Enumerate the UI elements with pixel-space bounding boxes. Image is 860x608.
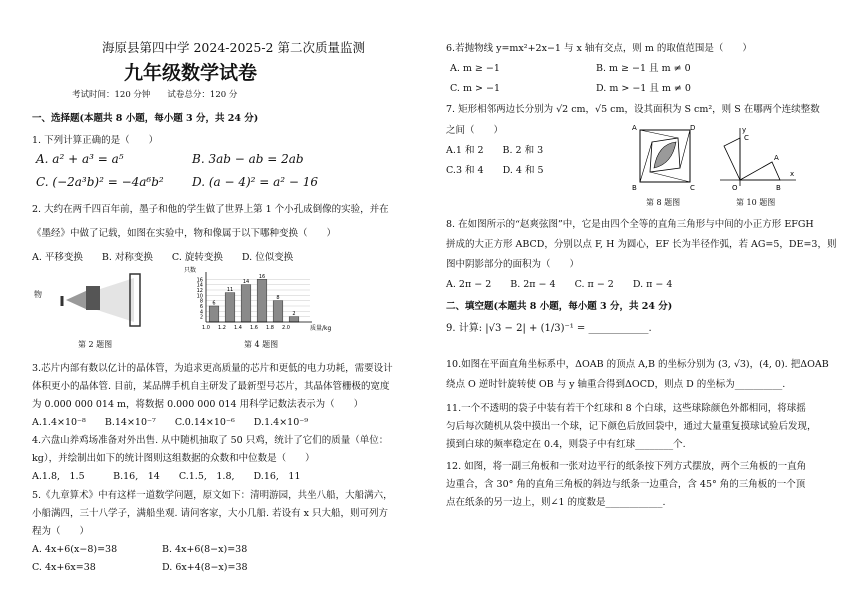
- y-tick-label: 16: [196, 277, 203, 284]
- y-tick-label: 10: [196, 293, 203, 300]
- label-a10: A: [774, 154, 779, 162]
- q2-options: A. 平移变换 B. 对称变换 C. 旋转变换 D. 位似变换: [32, 252, 294, 263]
- bar-value-label: 8: [276, 295, 280, 302]
- label-b10: B: [776, 184, 781, 192]
- x-tick-label: 1.0: [202, 325, 210, 331]
- q1-option-d: D. (a − 4)² = a² − 16: [192, 175, 319, 189]
- bar-value-label: 6: [212, 300, 216, 307]
- label-b: B: [632, 184, 637, 192]
- section-2-heading: 二、填空题(本题共 8 小题，每小题 3 分，共 24 分): [446, 301, 673, 312]
- q8-line-2: 拼成的大正方形 ABCD，分别以点 F, H 为圆心，EF 长为半径作弧，若 AG=5，DE=3，则: [446, 239, 837, 250]
- seg-1: [640, 130, 678, 138]
- y-tick-label: 6: [199, 304, 203, 310]
- q1-stem: 1. 下列计算正确的是（ ）: [32, 135, 159, 146]
- q5-option-a: A. 4x+6(x−8)=38: [32, 544, 118, 555]
- x-tick-label: 1.6: [250, 325, 258, 331]
- fig2-caption: 第 2 题图: [78, 340, 113, 349]
- bar: [225, 293, 235, 322]
- label-c10: C: [744, 134, 749, 142]
- q7-options-1: A.1 和 2 B. 2 和 3: [446, 145, 544, 156]
- x-tick-label: 1.2: [218, 325, 226, 331]
- bar-value-label: 11: [226, 287, 234, 294]
- bar-value-label: 2: [292, 311, 296, 318]
- triangle-oab: [740, 162, 780, 180]
- seg-3: [650, 172, 690, 182]
- q3-options: A.1.4×10⁻⁸ B.14×10⁻⁷ C.0.14×10⁻⁶ D.1.4×10⁻⁹: [32, 417, 309, 428]
- y-tick-label: 12: [196, 288, 203, 294]
- q2-line-2: 《墨经》中做了记载，如图在实验中，物和像属于以下哪种变换（ ）: [32, 228, 337, 239]
- q5-line-2: 小船满四，三十八学子，满船坐观. 请问客家，大小几船. 若设有 x 只大船，则可列方: [32, 508, 388, 519]
- x-tick-label: 1.8: [266, 325, 274, 331]
- q12-line-1: 12. 如图，将一副三角板和一张对边平行的纸条按下列方式摆放，两个三角板的一直角: [446, 461, 807, 472]
- q4-options: A.1.8, 1.5 B.16, 14 C.1.5, 1.8, D.16, 11: [32, 471, 301, 482]
- q1-option-c: C. (−2a³b)² = −4a⁶b²: [36, 175, 164, 189]
- x-tick-label: 1.4: [234, 325, 242, 331]
- shaded-region: [654, 142, 676, 168]
- q10-line-1: 10.如图在平面直角坐标系中，ΔOAB 的顶点 A,B 的坐标分别为 (3, √3)，(4, 0). 把ΔOAB: [446, 359, 829, 370]
- q5-option-d: D. 6x+4(8−x)=38: [162, 562, 248, 573]
- bar-value-label: 14: [242, 279, 250, 286]
- q4-line-2: kg），并绘制出如下的统计图则这组数据的众数和中位数是（ ）: [32, 453, 315, 464]
- y-tick-label: 4: [199, 309, 203, 316]
- q2-line-1: 2. 大约在两千四百年前，墨子和他的学生做了世界上第 1 个小孔成倒像的实验，并在: [32, 204, 389, 215]
- object-label: 物: [34, 290, 42, 299]
- q8-line-1: 8. 在如图所示的“赵爽弦图”中，它是由四个全等的直角三角形与中间的小正方形 EFGH: [446, 219, 814, 230]
- q5-option-b: B. 4x+6(8−x)=38: [162, 544, 248, 555]
- coordinate-figure: [716, 124, 798, 196]
- q12-line-3: 点在纸条的另一边上，则∠1 的度数是____________.: [446, 497, 666, 508]
- seg-4: [640, 142, 652, 182]
- bar-value-label: 16: [258, 273, 266, 280]
- q7-line-2: 之间（ ）: [446, 125, 504, 136]
- pinhole-box: [86, 286, 100, 310]
- page-title: 九年级数学试卷: [124, 62, 258, 84]
- q5-line-3: 程为（ ）: [32, 526, 90, 537]
- exam-info: 考试时间：120 分钟 试卷总分：120 分: [72, 90, 238, 100]
- q3-line-3: 为 0.000 000 014 m，将数据 0.000 000 014 用科学记数法表示为（ ）: [32, 399, 364, 410]
- q6-option-d: D. m > −1 且 m ≠ 0: [596, 83, 691, 94]
- chart-bars: [209, 274, 299, 322]
- bar: [209, 306, 219, 322]
- q8-line-3: 图中阴影部分的面积为（ ）: [446, 259, 580, 270]
- chart-x-label: 质量/kg: [310, 325, 332, 332]
- label-y: y: [742, 126, 747, 134]
- q6-option-b: B. m ≥ −1 且 m ≠ 0: [596, 63, 691, 74]
- bar: [273, 301, 283, 322]
- label-o: O: [732, 184, 738, 192]
- q6-option-a: A. m ≥ −1: [450, 63, 500, 74]
- fig8-caption: 第 8 题图: [646, 198, 681, 207]
- q1-option-b: B. 3ab − ab = 2ab: [192, 152, 304, 166]
- bar: [289, 317, 299, 322]
- q1-option-a: A. a² + a³ = a⁵: [36, 152, 124, 166]
- label-a: A: [632, 124, 637, 132]
- fig10-caption: 第 10 题图: [736, 198, 776, 207]
- q11-line-2: 匀后每次随机从袋中摸出一个球，记下颜色后放回袋中，通过大量重复摸球试验后发现，: [446, 421, 817, 432]
- q5-option-c: C. 4x+6x=38: [32, 562, 96, 573]
- bar: [241, 285, 251, 322]
- y-tick-label: 2: [199, 314, 203, 321]
- mass-bar-chart: [182, 266, 332, 336]
- q6-stem: 6.若抛物线 y=mx²+2x−1 与 x 轴有交点，则 m 的取值范围是（ ）: [446, 43, 752, 54]
- label-x: x: [790, 170, 795, 178]
- q9-text: 9. 计算: |√3 − 2| + (1/3)⁻¹ = ____________.: [446, 323, 652, 334]
- q11-line-1: 11.一个不透明的袋子中装有若干个红球和 8 个白球，这些球除颜色外都相同，将球摇: [446, 403, 806, 414]
- triangle-ocd: [724, 138, 740, 180]
- q10-line-2: 绕点 O 逆时针旋转使 OB 与 y 轴重合得到ΔOCD，则点 D 的坐标为__________.: [446, 379, 786, 390]
- q7-options-2: C.3 和 4 D. 4 和 5: [446, 165, 544, 176]
- x-tick-label: 2.0: [282, 325, 290, 331]
- fig4-caption: 第 4 题图: [244, 340, 279, 349]
- seg-2: [680, 130, 690, 168]
- q11-line-3: 摸到白球的频率稳定在 0.4，则袋子中有红球________个.: [446, 439, 686, 450]
- q12-line-2: 边重合，含 30° 角的直角三角板的斜边与纸条一边重合，含 45° 角的三角板的一个顶: [446, 479, 806, 490]
- q3-line-2: 体积更小的晶体管. 目前，某品牌手机自主研发了最新型号芯片，其晶体管栅极的宽度: [32, 381, 390, 392]
- label-d: D: [690, 124, 696, 132]
- zhao-shuang-figure: [632, 124, 698, 196]
- y-tick-label: 8: [199, 298, 203, 305]
- q4-line-1: 4.六盘山养鸡场准备对外出售. 从中随机抽取了 50 只鸡，统计了它们的质量（单位：: [32, 435, 389, 446]
- q3-line-1: 3.芯片内部有数以亿计的晶体管，为追求更高质量的芯片和更低的电力功耗，需要设计: [32, 363, 393, 374]
- q7-line-1: 7. 矩形相邻两边长分别为 √2 cm，√5 cm，设其面积为 S cm²，则 S 在哪两个连续整数: [446, 104, 820, 115]
- q8-options: A. 2π − 2 B. 2π − 4 C. π − 2 D. π − 4: [446, 279, 673, 290]
- q5-line-1: 5.《九章算术》中有这样一道数学问题，原文如下：清明游园，共坐八船，大船满六，: [32, 490, 393, 501]
- bar: [257, 279, 267, 322]
- school-line: 海原县第四中学 2024-2025-2 第二次质量监测: [102, 40, 365, 55]
- q6-option-c: C. m > −1: [450, 83, 500, 94]
- section-1-heading: 一、选择题(本题共 8 小题，每小题 3 分，共 24 分): [32, 113, 259, 124]
- pinhole-figure: [38, 270, 158, 330]
- y-tick-label: 14: [196, 282, 203, 289]
- chart-y-label: 只数: [184, 267, 197, 274]
- candle-shadow: [66, 290, 88, 310]
- label-c: C: [690, 184, 695, 192]
